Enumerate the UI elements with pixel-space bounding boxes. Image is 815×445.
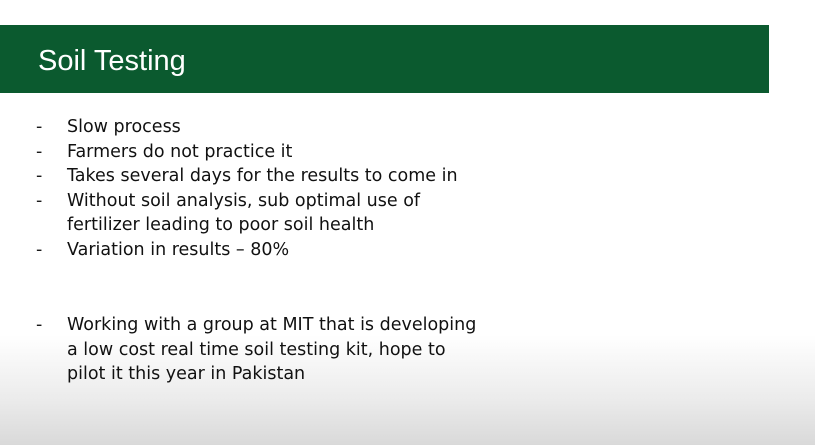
bullet-marker: - bbox=[36, 315, 43, 335]
slide-title: Soil Testing bbox=[38, 45, 186, 77]
bullet-marker: - bbox=[36, 190, 43, 211]
bullet-text-mit-kit: Working with a group at MIT that is developing a low cost real time soil testing kit, hope to pilot it this year in Pakistan bbox=[67, 315, 477, 384]
bullet-text-without-soil-analysis: Without soil analysis, sub optimal use of fertilizer leading to poor soil health bbox=[67, 190, 421, 235]
bullet-text-variation: Variation in results – 80% bbox=[67, 240, 290, 260]
bullet-text-farmers: Farmers do not practice it bbox=[67, 141, 293, 162]
bullet-marker: - bbox=[36, 117, 43, 137]
bullet-text-takes-several-days: Takes several days for the results to come in bbox=[67, 166, 458, 186]
bullet-text-slow-process: Slow process bbox=[67, 117, 181, 137]
bullet-marker: - bbox=[36, 166, 43, 186]
bullet-marker: - bbox=[36, 141, 43, 162]
bullet-marker: - bbox=[36, 240, 43, 260]
